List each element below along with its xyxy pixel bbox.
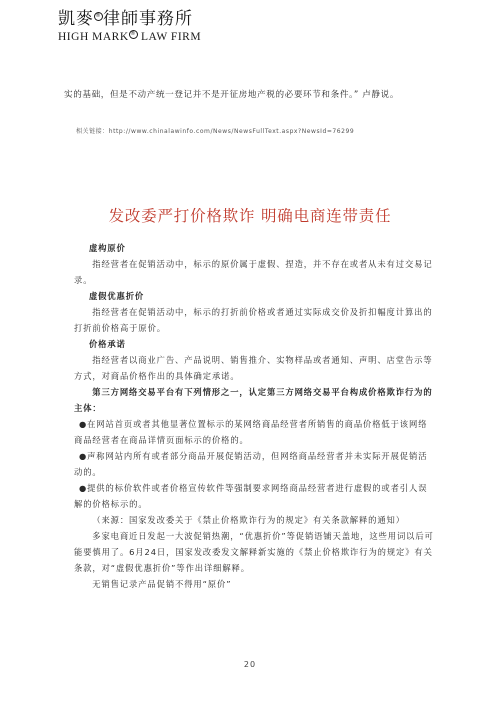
related-link	[76, 126, 456, 135]
bullet-item: ●提供的标价软件或者价格宣传软件等强制要求网络商品经营者进行虚假的或者引人误解的价格标示的。	[74, 483, 428, 509]
platform-heading: 第三方网络交易平台有下列情形之一，认定第三方网络交易平台构成价格欺诈行为的主体：	[74, 387, 433, 413]
related-link-url[interactable]: http://www.chinalawinfo.com/News/NewsFullText.aspx?NewsId=76299	[108, 128, 355, 135]
logo-cn-part2: 律師事務所	[103, 9, 193, 29]
article-body	[74, 240, 434, 592]
registered-mark-icon-2: ®	[130, 31, 136, 38]
law-firm-logo	[58, 8, 278, 45]
closing-paragraph: 多家电商近日发起一大波促销热潮，“优惠折价”等促销语铺天盖地，这些用词以后可能要慎用了。6月24日，国家发改委发文解释新实施的《禁止价格欺诈行为的规定》有关条款，对“虚假优惠折价”等作出详细解释。	[74, 531, 434, 573]
logo-chinese-name	[58, 8, 278, 30]
previous-article-ending: 实的基础，但是不动产统一登记并不是开征房地产税的必要环节和条件。” 卢静说。	[64, 89, 400, 100]
logo-english-name	[58, 30, 278, 45]
related-link-label: 相关链接：	[76, 128, 109, 135]
section-heading: 虚假优惠折价	[88, 291, 145, 301]
section-text: 指经营者以商业广告、产品说明、销售推介、实物样品或者通知、声明、店堂告示等方式，对商品价格作出的具体确定承诺。	[74, 355, 433, 381]
bullet-item: ●在网站首页或者其他显著位置标示的某网络商品经营者所销售的商品价格低于该网络商品经营者在商品详情页面标示的价格的。	[74, 419, 428, 445]
logo-cn-part1: 凱麥	[58, 9, 94, 29]
article-title: 发改委严打价格欺诈 明确电商连带责任	[108, 207, 392, 225]
section-text: 指经营者在促销活动中，标示的打折前价格或者通过实际成交价及折扣幅度计算出的打折前价格高于原价。	[74, 307, 433, 333]
last-line: 无销售记录产品促销不得用“原价”	[92, 579, 232, 589]
section-heading: 虚构原价	[88, 243, 126, 253]
section-heading: 价格承诺	[88, 339, 126, 349]
logo-en-part1: HIGH MARK	[58, 31, 129, 43]
section-text: 指经营者在促销活动中，标示的原价属于虚假、捏造，并不存在或者从未有过交易记录。	[74, 259, 433, 285]
logo-en-part2: LAW FIRM	[141, 31, 202, 43]
source-note: （来源：国家发改委关于《禁止价格欺诈行为的规定》有关条款解释的通知）	[92, 515, 405, 525]
bullet-item: ●声称网站内所有或者部分商品开展促销活动，但网络商品经营者并未实际开展促销活动的。	[74, 451, 428, 477]
registered-mark-icon: ®	[95, 13, 102, 20]
page-number: 20	[243, 660, 257, 669]
